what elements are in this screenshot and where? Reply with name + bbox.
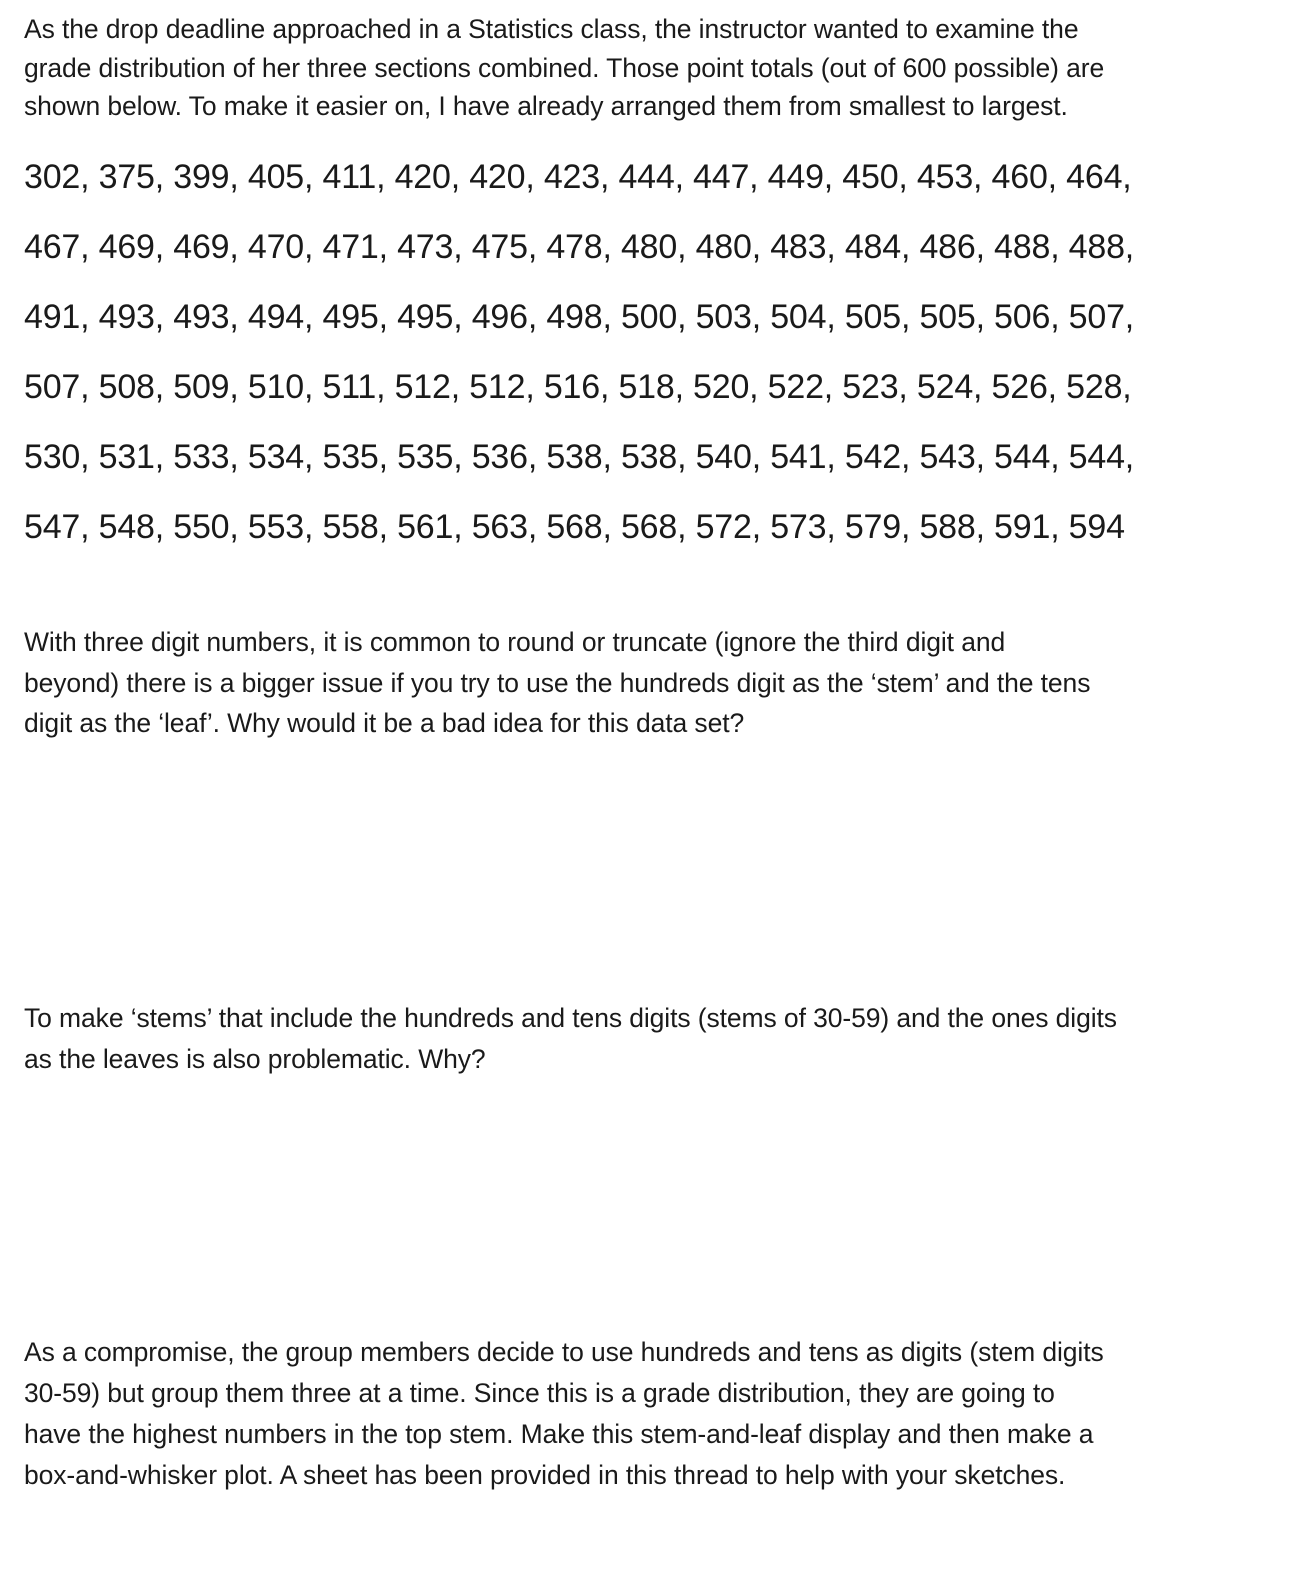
point-totals-line: 302, 375, 399, 405, 411, 420, 420, 423, 444, 447, 449, 450, 453, 460, 464, (24, 158, 1132, 196)
intro-line: shown below. To make it easier on, I have already arranged them from smallest to largest. (24, 91, 1068, 121)
intro-paragraph (24, 10, 1104, 126)
point-totals-line: 507, 508, 509, 510, 511, 512, 512, 516, 518, 520, 522, 523, 524, 526, 528, (24, 368, 1132, 406)
point-totals-line: 547, 548, 550, 553, 558, 561, 563, 568, 568, 572, 573, 579, 588, 591, 594 (24, 508, 1125, 546)
question-2-line: To make ‘stems’ that include the hundreds and tens digits (stems of 30-59) and the ones digits (24, 1003, 1117, 1033)
question-3-line: 30-59) but group them three at a time. Since this is a grade distribution, they are going to (24, 1378, 1055, 1408)
point-totals-line: 530, 531, 533, 534, 535, 535, 536, 538, 538, 540, 541, 542, 543, 544, 544, (24, 438, 1135, 476)
intro-line: grade distribution of her three sections combined. Those point totals (out of 600 possible) are (24, 52, 1105, 83)
point-totals-line: 491, 493, 493, 494, 495, 495, 496, 498, 500, 503, 504, 505, 505, 506, 507, (24, 298, 1135, 336)
question-2-line: as the leaves is also problematic. Why? (24, 1043, 486, 1074)
question-3-line: box-and-whisker plot. A sheet has been provided in this thread to help with your sketches. (24, 1460, 1066, 1490)
question-1-paragraph (24, 622, 1090, 744)
point-totals-line: 467, 469, 469, 470, 471, 473, 475, 478, 480, 480, 483, 484, 486, 488, 488, (24, 228, 1135, 266)
question-3-line: As a compromise, the group members decide to use hundreds and tens as digits (stem digits (24, 1337, 1104, 1367)
question-1-line: With three digit numbers, it is common to round or truncate (ignore the third digit and (24, 627, 1006, 657)
intro-line: As the drop deadline approached in a Statistics class, the instructor wanted to examine the (24, 14, 1079, 44)
question-2-paragraph (24, 998, 1117, 1079)
question-1-line: digit as the ‘leaf’. Why would it be a bad idea for this data set? (24, 708, 745, 738)
point-totals-list (24, 142, 1134, 562)
question-3-line: have the highest numbers in the top stem. Make this stem-and-leaf display and then make a (24, 1419, 1094, 1449)
question-1-line: beyond) there is a bigger issue if you try to use the hundreds digit as the ‘stem’ and the tens (24, 667, 1091, 698)
question-3-paragraph (24, 1332, 1104, 1496)
